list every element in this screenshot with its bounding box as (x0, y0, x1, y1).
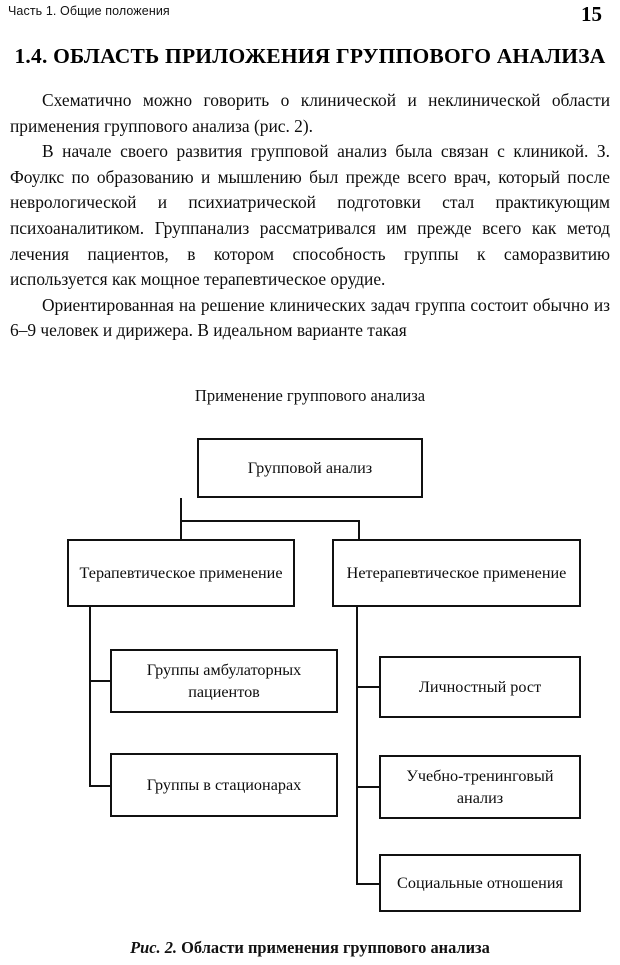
figure-caption-text: Области применения группового анализа (181, 938, 490, 957)
diagram-node-left-child-1-label: Группы амбулаторных пациентов (146, 661, 302, 701)
paragraph-3: Ориентированная на решение клинических задач группа состоит обычно из 6–9 человек и дирижера. В идеальном варианте такая (10, 294, 610, 341)
diagram-node-left-child-2 (110, 753, 338, 817)
connector-right-child-2 (356, 786, 380, 788)
diagram-node-right-child-2 (379, 755, 581, 819)
diagram-node-root-label: Групповой анализ (247, 459, 373, 477)
connector-root-down (180, 498, 182, 522)
diagram-node-branch-right-label: Нетерапевтическое применение (346, 564, 567, 582)
connector-right-child-3 (356, 883, 380, 885)
diagram-node-right-child-1 (379, 656, 581, 718)
diagram-node-branch-left-label: Терапевтическое применение (79, 564, 283, 582)
diagram-node-root (197, 438, 423, 498)
diagram-node-left-child-1 (110, 649, 338, 713)
connector-left-branch-down (180, 520, 182, 540)
paragraph-2: В начале своего развития групповой анализ была связан с клиникой. З. Фоулкс по образованию и мышлению был прежде всего врач, который после неврологической и психиатрической подготовки стал практикующим психоаналитиком. Группанализ рассматривался им прежде всего как метод лечения пациентов, в котором способность группы к саморазвитию используется как мощное терапевтическое орудие. (10, 141, 610, 290)
diagram-node-branch-right (332, 539, 581, 607)
connector-root-bus (180, 520, 360, 522)
diagram-node-right-child-3 (379, 854, 581, 912)
running-head: Часть 1. Общие положения (8, 4, 170, 18)
connector-left-spine (89, 607, 91, 787)
figure-diagram (0, 386, 620, 926)
connector-right-branch-down (358, 520, 360, 540)
figure-caption-label: Рис. 2. (130, 938, 178, 957)
connector-right-spine (356, 607, 358, 884)
diagram-node-left-child-2-label: Группы в стационарах (146, 776, 302, 794)
diagram-node-right-child-3-label: Социальные отношения (397, 874, 563, 892)
diagram-node-right-child-2-label: Учебно-тренинговый анализ (406, 767, 554, 807)
diagram-node-right-child-1-label: Личностный рост (418, 678, 542, 696)
connector-right-child-1 (356, 686, 380, 688)
body-text (10, 88, 610, 344)
paragraph-1: Схематично можно говорить о клинической и неклинической области применения группового анализа (рис. 2). (10, 90, 610, 136)
diagram-title: Применение группового анализа (194, 386, 426, 405)
section-title: 1.4. ОБЛАСТЬ ПРИЛОЖЕНИЯ ГРУППОВОГО АНАЛИЗА (14, 44, 606, 68)
figure-caption (0, 938, 620, 958)
page-number: 15 (581, 2, 602, 26)
connector-left-child-2 (89, 785, 111, 787)
diagram-node-branch-left (67, 539, 295, 607)
connector-left-child-1 (89, 680, 111, 682)
